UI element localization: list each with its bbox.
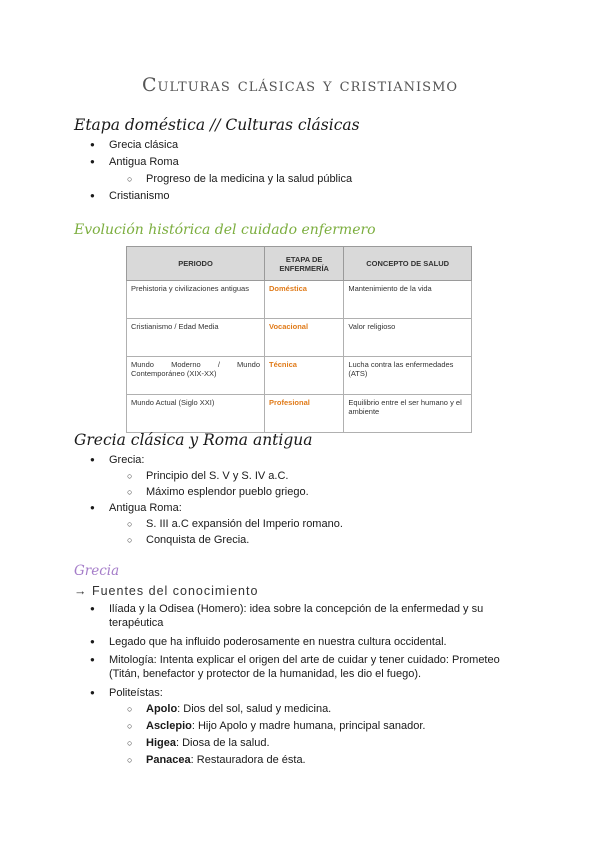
table-cell: Equilibrio entre el ser humano y el ambiente	[344, 395, 472, 433]
list-item	[146, 736, 270, 750]
heading-evolucion-historica: Evolución histórica del cuidado enfermero	[74, 222, 376, 238]
fuentes-conocimiento: → Fuentes del conocimiento	[74, 584, 259, 598]
god-desc: : Dios del sol, salud y medicina.	[177, 703, 332, 715]
table-cell: Vocacional	[265, 319, 344, 357]
table-cell: Profesional	[265, 395, 344, 433]
list-item	[146, 753, 306, 767]
table-cell: Mundo Actual (Siglo XXI)	[127, 395, 265, 433]
god-name: Asclepio	[146, 720, 192, 732]
god-desc: : Diosa de la salud.	[175, 737, 270, 749]
list-item: ● Cristianismo	[109, 189, 170, 203]
nursing-evolution-table	[126, 246, 472, 433]
list-item: ● Grecia clásica	[109, 138, 178, 152]
heading-grecia: Grecia	[74, 563, 120, 579]
list-item	[146, 719, 425, 733]
list-item: ○ S. III a.C expansión del Imperio romano.	[146, 517, 343, 531]
list-item: ○ Máximo esplendor pueblo griego.	[146, 485, 309, 499]
table-cell: Técnica	[265, 357, 344, 395]
table-cell: Valor religioso	[344, 319, 472, 357]
table-header: PERIODO	[127, 247, 265, 281]
god-name: Apolo	[146, 703, 178, 715]
table-cell: Lucha contra las enfermedades (ATS)	[344, 357, 472, 395]
list-item: ● Legado que ha influido poderosamente en nuestra cultura occidental.	[109, 635, 447, 649]
list-item: ○ Progreso de la medicina y la salud pública	[146, 172, 352, 186]
page-title: Culturas clásicas y cristianismo	[141, 74, 459, 96]
table-cell: Mantenimiento de la vida	[344, 281, 472, 319]
god-desc: : Hijo Apolo y madre humana, principal sanador.	[191, 720, 426, 732]
heading-etapa-domestica: Etapa doméstica // Culturas clásicas	[74, 116, 360, 134]
table-cell: Doméstica	[265, 281, 344, 319]
list-item: ● Antigua Roma	[109, 155, 179, 169]
god-desc: : Restauradora de ésta.	[190, 754, 306, 766]
list-item: ● Politeístas:	[109, 686, 163, 700]
list-item: ● Mitología: Intenta explicar el origen del arte de cuidar y tener cuidado: Prometeo (Titán, benefactor y protector de la humanidad, les dio el fuego).	[109, 653, 509, 681]
list-item: ● Ilíada y la Odisea (Homero): idea sobre la concepción de la enfermedad y su terapéutica	[109, 602, 509, 630]
list-item: ● Grecia:	[109, 453, 144, 467]
god-name: Higea	[146, 737, 176, 749]
table-cell: Mundo Moderno / Mundo Contemporáneo (XIX-XX)	[127, 357, 265, 395]
list-item: ● Antigua Roma:	[109, 501, 182, 515]
table-cell: Cristianismo / Edad Media	[127, 319, 265, 357]
god-name: Panacea	[146, 754, 191, 766]
list-item: ○ Conquista de Grecia.	[146, 533, 249, 547]
list-item	[146, 702, 331, 716]
table-header: ETAPA DE ENFERMERÍA	[265, 247, 344, 281]
heading-grecia-roma: Grecia clásica y Roma antigua	[74, 431, 313, 449]
table-row	[127, 357, 472, 395]
table-row	[127, 281, 472, 319]
table-row	[127, 395, 472, 433]
table-header: CONCEPTO DE SALUD	[344, 247, 472, 281]
list-item: ○ Principio del S. V y S. IV a.C.	[146, 469, 288, 483]
table-row	[127, 319, 472, 357]
table-cell: Prehistoria y civilizaciones antiguas	[127, 281, 265, 319]
